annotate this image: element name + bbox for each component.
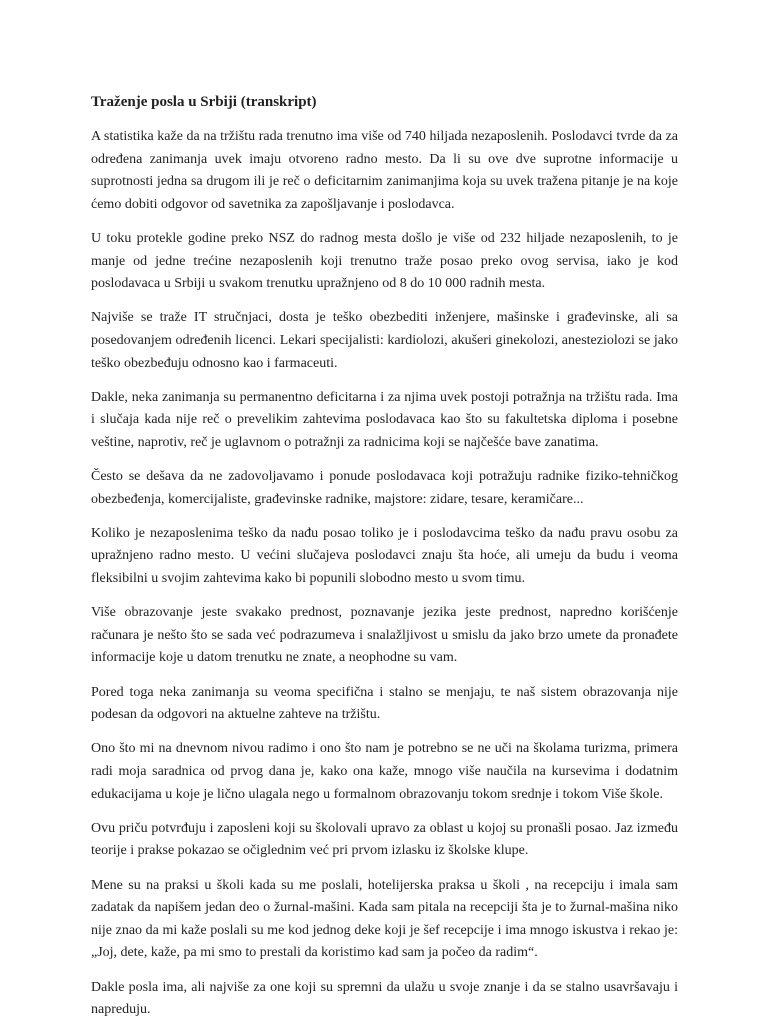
paragraph: Koliko je nezaposlenima teško da nađu posao toliko je i poslodavcima teško da nađu pravu osobu za upražnjeno radno mesto. U većini slučajeva poslodavci znaju šta hoće, ali umeju da budu i veoma fleksibilni u svojim zahtevima kako bi popunili slobodno mesto u svom timu.	[91, 525, 678, 587]
paragraph: Ovu priču potvrđuju i zaposleni koji su školovali upravo za oblast u kojoj su pronašli posao. Jaz između teorije i prakse pokazao se očiglednim već pri prvom izlasku iz školske klupe.	[91, 820, 678, 859]
paragraph: Često se dešava da ne zadovoljavamo i ponude poslodavaca koji potražuju radnike fiziko-tehničkog obezbeđenja, komercijaliste, građevinske radnike, majstore: zidare, tesare, keramičare...	[91, 469, 678, 507]
paragraph: Dakle posla ima, ali najviše za one koji su spremni da ulažu u svoje znanje i da se stalno usavršavaju i napreduju.	[91, 979, 678, 1018]
paragraph: Dakle, neka zanimanja su permanentno deficitarna i za njima uvek postoji potražnja na tržištu rada. Ima i slučaja kada nije reč o prevelikim zahtevima poslodavaca kao što su fakultetska diploma i posebne veštine, naprotiv, reč je uglavnom o potražnji za radnicima koji se najčešće bave zanatima.	[91, 389, 678, 450]
paragraph: Najviše se traže IT stručnjaci, dosta je teško obezbediti inženjere, mašinske i građevinske, ali sa posedovanjem određenih licenci. Lekari specijalisti: kardiolozi, akušeri ginekolozi, anesteziolozi se jako teško obezbeđuju odnosno kao i farmaceuti.	[91, 310, 678, 371]
paragraph: Mene su na praksi u školi kada su me poslali, hotelijerska praksa u školi , na recepciju i imala sam zadatak da napišem jedan deo o žurnal-mašini. Kada sam pitala na recepciji šta je to žurnal-mašina niko nije znao da mi kaže poslali su me kod jednog deke koji je šef recepcije i ima mnogo iskustva i rekao je: „Joj, dete, kaže, pa mi smo to prestali da koristimo kad sam ja počeo da radim“.	[91, 877, 678, 961]
document-body	[91, 92, 678, 1033]
document-title: Traženje posla u Srbiji (transkript)	[91, 94, 317, 110]
paragraph: Više obrazovanje jeste svakako prednost, poznavanje jezika jeste prednost, napredno korišćenje računara je nešto što se sada već podrazumeva i snalažljivost u smislu da jako brzo umete da pronađete informacije koje u datom trenutku ne znate, a neophodne su vam.	[91, 605, 678, 666]
paragraph: A statistika kaže da na tržištu rada trenutno ima više od 740 hiljada nezaposlenih. Poslodavci tvrde da za određena zanimanja uvek imaju otvoreno radno mesto. Da li su ove dve suprotne informacije u suprotnosti jedna sa drugom ili je reč o deficitarnim zanimanjima koja su uvek tražena pitanje je na koje ćemo dobiti odgovor od savetnika za zapošljavanje i poslodavca.	[91, 129, 678, 212]
paragraph: Pored toga neka zanimanja su veoma specifična i stalno se menjaju, te naš sistem obrazovanja nije podesan da odgovori na aktuelne zahteve na tržištu.	[91, 684, 678, 723]
paragraph: U toku protekle godine preko NSZ do radnog mesta došlo je više od 232 hiljade nezaposlenih, to je manje od jedne trećine nezaposlenih koji trenutno traže posao preko ovog servisa, iako je kod poslodavaca u Srbiji u svakom trenutku upražnjeno od 8 do 10 000 radnih mesta.	[91, 230, 678, 292]
paragraph: Ono što mi na dnevnom nivou radimo i ono što nam je potrebno se ne uči na školama turizma, primera radi moja saradnica od prvog dana je, kako ona kaže, mnogo više naučila na kursevima i dodatnim edukacijama u koje je lično ulagala nego u formalnom obrazovanju tokom srednje i tokom Više škole.	[91, 741, 678, 802]
